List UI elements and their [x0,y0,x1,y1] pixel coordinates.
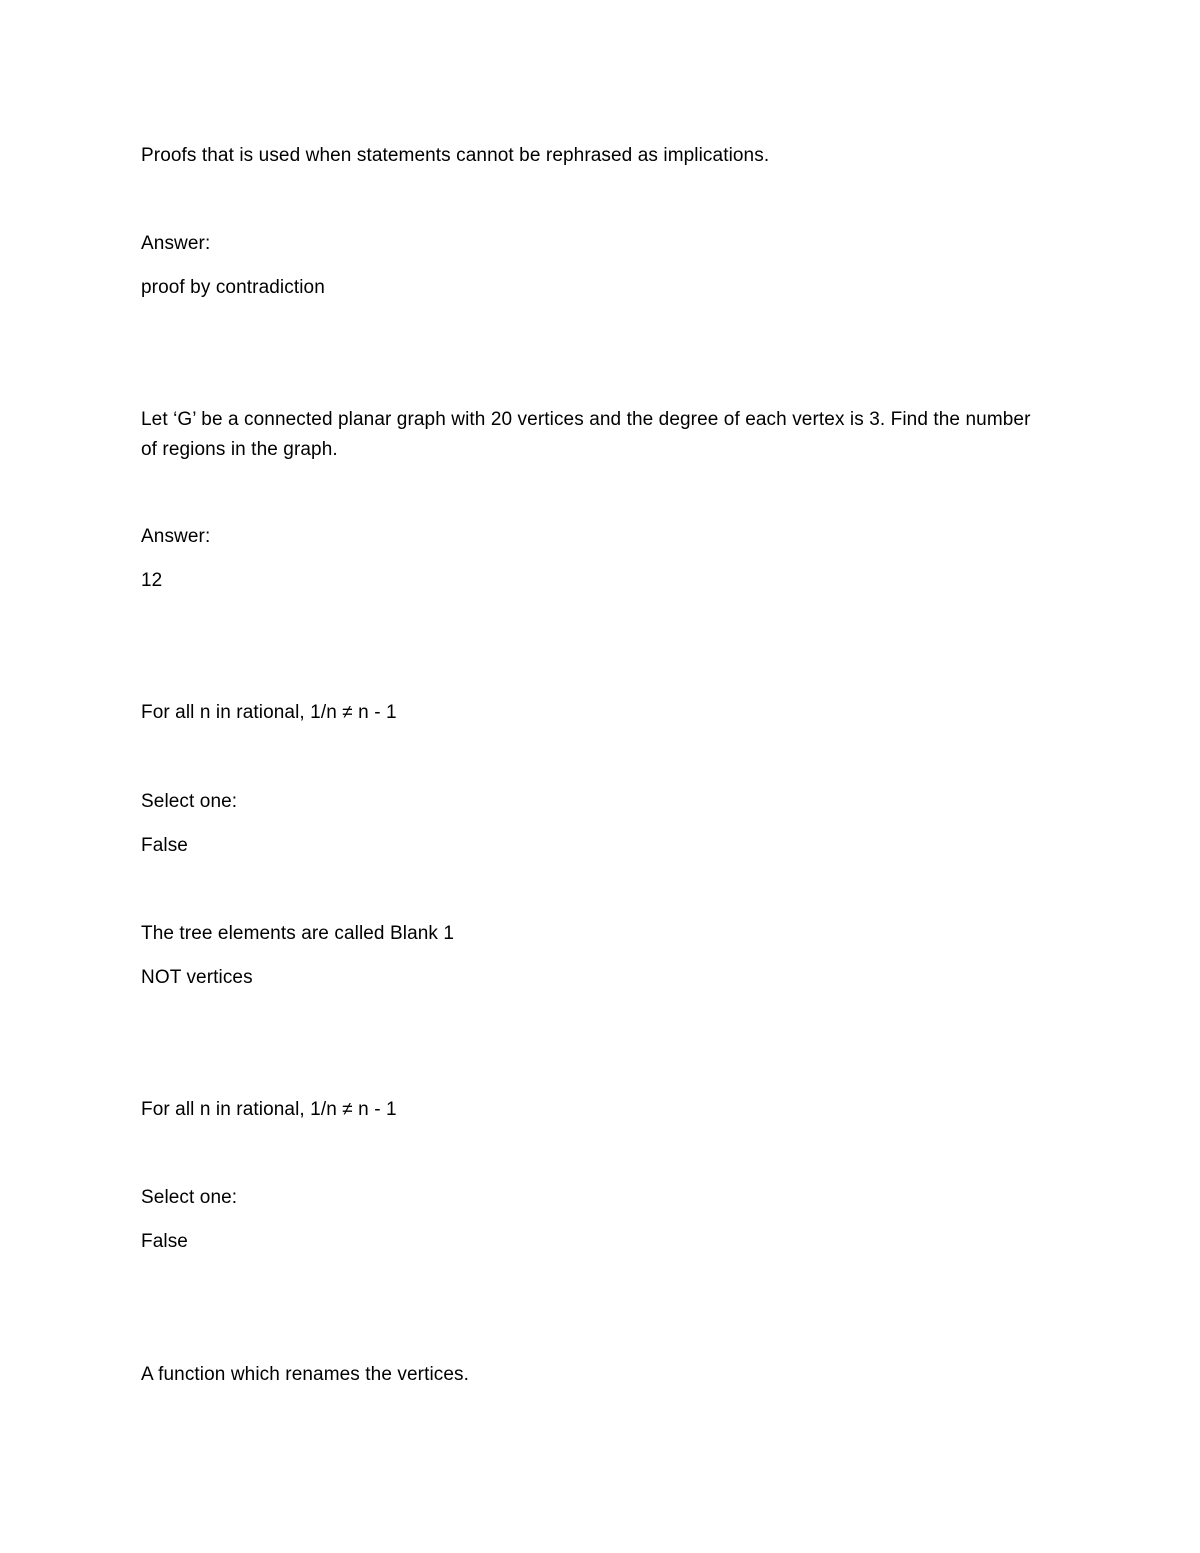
question-3-answer: False [141,835,188,856]
question-5-text: For all n in rational, 1/n ≠ n - 1 [141,1099,397,1120]
question-5-select-label: Select one: [141,1187,238,1208]
question-1-answer-label: Answer: [141,233,211,254]
question-2-answer-label: Answer: [141,526,211,547]
question-3-text: For all n in rational, 1/n ≠ n - 1 [141,702,397,723]
question-2-answer: 12 [141,570,163,591]
question-4-answer: NOT vertices [141,967,253,988]
question-6-text: A function which renames the vertices. [141,1364,470,1385]
question-2-text-line-1: Let ‘G’ be a connected planar graph with 20 vertices and the degree of each vertex is 3. Find the number [141,409,1031,430]
question-2-text-line-2: of regions in the graph. [141,439,338,460]
question-1-answer: proof by contradiction [141,277,325,298]
question-3-select-label: Select one: [141,791,238,812]
question-1-text: Proofs that is used when statements cannot be rephrased as implications. [141,145,770,166]
question-4-text: The tree elements are called Blank 1 [141,923,455,944]
question-5-answer: False [141,1231,188,1252]
